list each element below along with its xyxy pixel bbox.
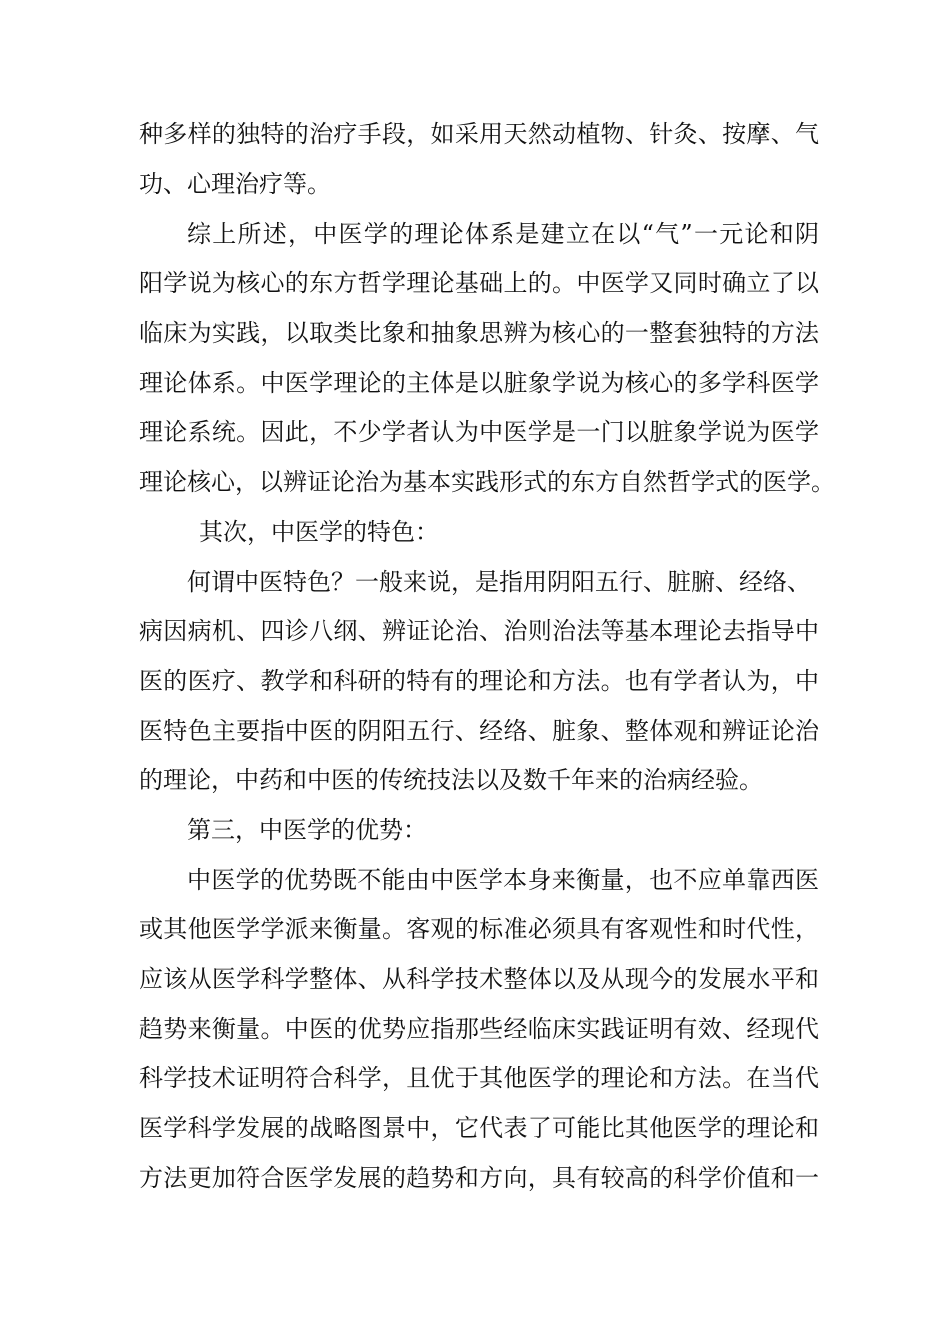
paragraph-first-line: 中医学的优势既不能由中医学本身来衡量，也不应单靠西医 bbox=[187, 866, 819, 894]
text-line: 趋势来衡量。中医的优势应指那些经临床实践证明有效、经现代 bbox=[139, 1015, 819, 1043]
text-line: 的理论，中药和中医的传统技法以及数千年来的治病经验。 bbox=[139, 766, 763, 794]
section-heading: 其次，中医学的特色： bbox=[199, 518, 439, 546]
section-heading: 第三，中医学的优势： bbox=[187, 816, 427, 844]
paragraph-first-line: 综上所述，中医学的理论体系是建立在以“气”一元论和阴 bbox=[187, 220, 819, 248]
text-line: 方法更加符合医学发展的趋势和方向，具有较高的科学价值和一 bbox=[139, 1164, 819, 1192]
text-line: 理论体系。中医学理论的主体是以脏象学说为核心的多学科医学 bbox=[139, 369, 819, 397]
text-line: 或其他医学学派来衡量。客观的标准必须具有客观性和时代性， bbox=[139, 915, 819, 943]
text-line: 医学科学发展的战略图景中，它代表了可能比其他医学的理论和 bbox=[139, 1114, 819, 1142]
text-line: 科学技术证明符合科学，且优于其他医学的理论和方法。在当代 bbox=[139, 1064, 819, 1092]
text-line: 临床为实践，以取类比象和抽象思辨为核心的一整套独特的方法 bbox=[139, 319, 819, 347]
text-line: 功、心理治疗等。 bbox=[139, 170, 331, 198]
text-line: 医特色主要指中医的阴阳五行、经络、脏象、整体观和辨证论治 bbox=[139, 717, 819, 745]
text-line: 理论核心，以辨证论治为基本实践形式的东方自然哲学式的医学。 bbox=[139, 468, 835, 496]
text-line: 阳学说为核心的东方哲学理论基础上的。中医学又同时确立了以 bbox=[139, 269, 819, 297]
text-line: 病因病机、四诊八纲、辨证论治、治则治法等基本理论去指导中 bbox=[139, 617, 819, 645]
text-line: 种多样的独特的治疗手段，如采用天然动植物、针灸、按摩、气 bbox=[139, 120, 819, 148]
text-line: 理论系统。因此，不少学者认为中医学是一门以脏象学说为医学 bbox=[139, 418, 819, 446]
text-line: 应该从医学科学整体、从科学技术整体以及从现今的发展水平和 bbox=[139, 965, 819, 993]
paragraph-first-line: 何谓中医特色？一般来说，是指用阴阳五行、脏腑、经络、 bbox=[187, 568, 811, 596]
text-line: 医的医疗、教学和科研的特有的理论和方法。也有学者认为，中 bbox=[139, 667, 819, 695]
